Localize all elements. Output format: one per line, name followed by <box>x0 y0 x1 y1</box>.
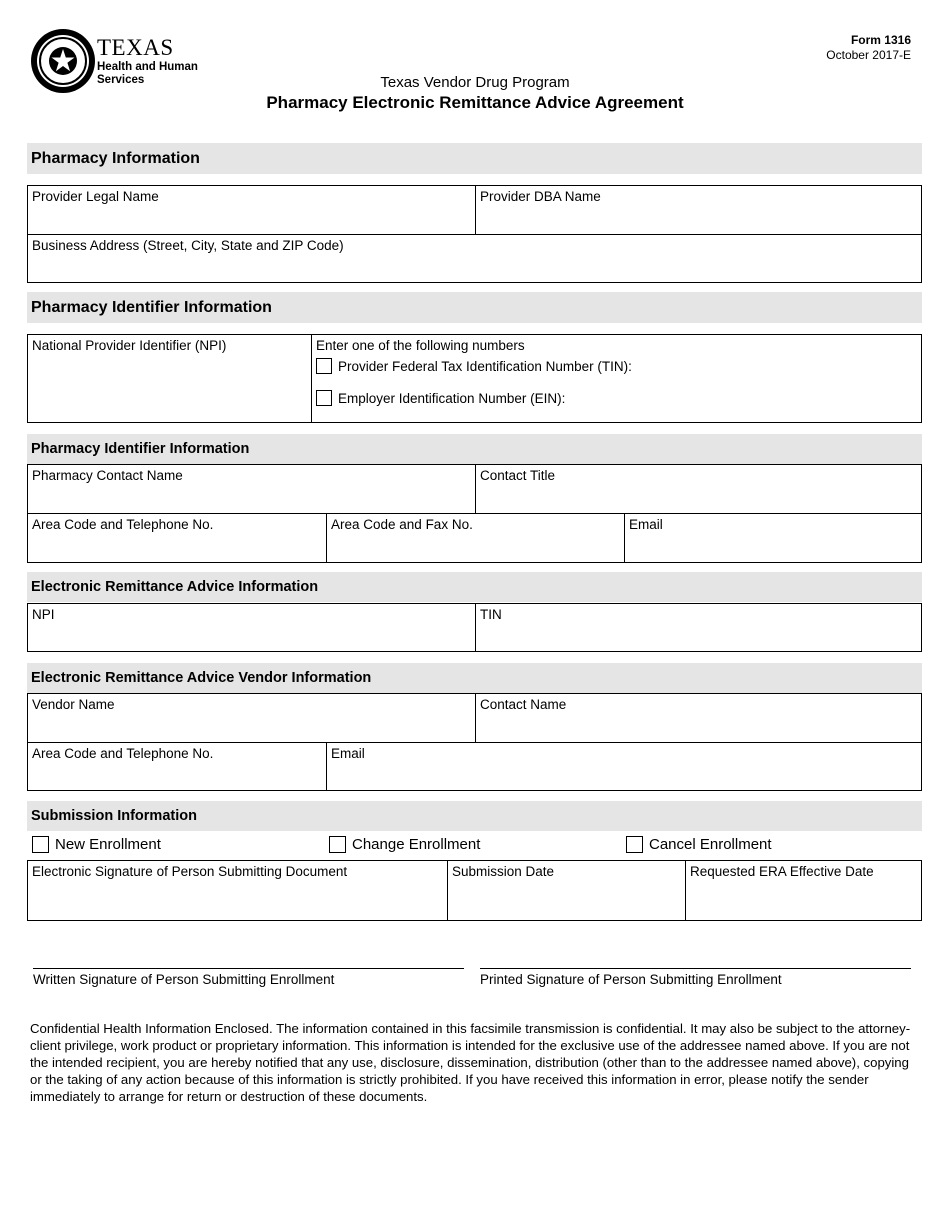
submission-date-field[interactable] <box>447 861 685 920</box>
e-signature-field[interactable] <box>28 861 447 920</box>
section-pharmacy-contact: Pharmacy Identifier Information <box>27 434 922 464</box>
vendor-contact-name-field[interactable] <box>475 694 921 742</box>
effective-date-label: Requested ERA Effective Date <box>690 864 874 879</box>
vendor-email-field[interactable] <box>326 743 921 790</box>
form-number-block <box>826 33 911 63</box>
section-era-information: Electronic Remittance Advice Information <box>27 572 922 602</box>
logo-title: TEXAS <box>97 35 174 60</box>
contact-title-field[interactable] <box>475 465 921 513</box>
contact-email-label: Email <box>629 517 663 532</box>
effective-date-field[interactable] <box>685 861 921 920</box>
pharmacy-identifier-grid <box>27 334 922 423</box>
printed-signature-line[interactable] <box>480 968 911 987</box>
era-vendor-grid <box>27 693 922 791</box>
written-signature-label: Written Signature of Person Submitting Enrollment <box>33 972 335 987</box>
ein-checkbox[interactable] <box>316 390 332 406</box>
npi-label: National Provider Identifier (NPI) <box>32 338 227 353</box>
contact-name-label: Pharmacy Contact Name <box>32 468 183 483</box>
vendor-telephone-label: Area Code and Telephone No. <box>32 746 214 761</box>
section-era-vendor-information: Electronic Remittance Advice Vendor Information <box>27 663 922 693</box>
era-tin-label: TIN <box>480 607 502 622</box>
vendor-telephone-field[interactable] <box>28 743 326 790</box>
business-address-field[interactable] <box>28 235 921 282</box>
written-signature-line[interactable] <box>33 968 464 987</box>
submission-grid <box>27 860 922 921</box>
cancel-enrollment-option[interactable] <box>626 836 772 853</box>
contact-fax-label: Area Code and Fax No. <box>331 517 473 532</box>
contact-fax-field[interactable] <box>326 514 624 562</box>
section-submission-information: Submission Information <box>27 801 922 831</box>
tin-option-label: Provider Federal Tax Identification Number (TIN): <box>338 358 632 374</box>
tin-checkbox[interactable] <box>316 358 332 374</box>
change-enrollment-option[interactable] <box>329 836 480 853</box>
era-information-grid <box>27 603 922 652</box>
provider-legal-name-field[interactable] <box>28 186 475 234</box>
confidentiality-disclaimer: Confidential Health Information Enclosed. The information contained in this facsimile transmission is confidential. It may also be subject to the attorney-client privilege, work product or proprietary information. This information is intended for the exclusive use of the addressee named above. If you are not the intended recipient, you are hereby notified that any use, disclosure, dissemination, distribution (other than to the addressee named above), copying or the taking of any action because of this information is strictly prohibited. If you have received this information in error, please notify the sender immediately to arrange for return or destruction of these documents. <box>30 1021 911 1104</box>
enter-one-label: Enter one of the following numbers <box>316 338 525 353</box>
cancel-enrollment-checkbox[interactable] <box>626 836 643 853</box>
contact-title-label: Contact Title <box>480 468 556 483</box>
ein-option-label: Employer Identification Number (EIN): <box>338 390 566 406</box>
submission-date-label: Submission Date <box>452 864 555 879</box>
new-enrollment-checkbox[interactable] <box>32 836 49 853</box>
change-enrollment-checkbox[interactable] <box>329 836 346 853</box>
era-tin-field[interactable] <box>475 604 921 651</box>
era-npi-field[interactable] <box>28 604 475 651</box>
vendor-name-label: Vendor Name <box>32 697 115 712</box>
new-enrollment-option[interactable] <box>32 836 161 853</box>
tax-id-options <box>311 335 921 422</box>
e-signature-label: Electronic Signature of Person Submitting Document <box>32 864 348 879</box>
pharmacy-contact-grid <box>27 464 922 563</box>
program-subtitle: Texas Vendor Drug Program <box>380 74 570 91</box>
change-enrollment-label: Change Enrollment <box>352 836 481 853</box>
provider-dba-name-field[interactable] <box>475 186 921 234</box>
vendor-email-label: Email <box>331 746 365 761</box>
printed-signature-label: Printed Signature of Person Submitting Enrollment <box>480 972 782 987</box>
vendor-contact-name-label: Contact Name <box>480 697 567 712</box>
era-npi-label: NPI <box>32 607 55 622</box>
cancel-enrollment-label: Cancel Enrollment <box>649 836 772 853</box>
contact-email-field[interactable] <box>624 514 921 562</box>
vendor-name-field[interactable] <box>28 694 475 742</box>
business-address-label: Business Address (Street, City, State and ZIP Code) <box>32 238 344 253</box>
page-title: Pharmacy Electronic Remittance Advice Agreement <box>266 93 684 112</box>
provider-legal-name-label: Provider Legal Name <box>32 189 159 204</box>
contact-telephone-label: Area Code and Telephone No. <box>32 517 214 532</box>
contact-name-field[interactable] <box>28 465 475 513</box>
npi-field[interactable] <box>28 335 311 422</box>
pharmacy-information-grid <box>27 185 922 283</box>
new-enrollment-label: New Enrollment <box>55 836 161 853</box>
contact-telephone-field[interactable] <box>28 514 326 562</box>
logo-line1: Health and Human <box>97 61 198 73</box>
form-date: October 2017-E <box>826 48 911 62</box>
section-pharmacy-information: Pharmacy Information <box>27 143 922 174</box>
provider-dba-name-label: Provider DBA Name <box>480 189 601 204</box>
section-pharmacy-identifier: Pharmacy Identifier Information <box>27 292 922 323</box>
logo-line2: Services <box>97 74 145 86</box>
form-number: Form 1316 <box>850 33 911 47</box>
